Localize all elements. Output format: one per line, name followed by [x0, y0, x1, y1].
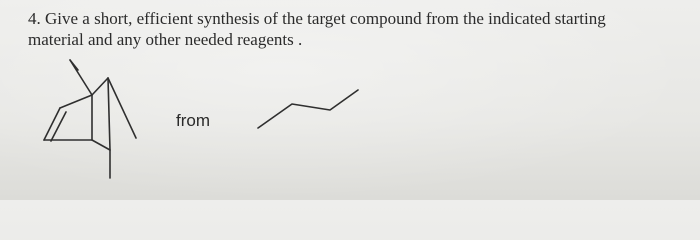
question-line-1: 4. Give a short, efficient synthesis of the target compound from the indicated starting	[28, 9, 606, 28]
target-compound-icon	[44, 60, 136, 178]
starting-material-icon	[258, 90, 358, 128]
from-label: from	[176, 111, 210, 130]
question-line-2: material and any other needed reagents .	[28, 30, 303, 49]
